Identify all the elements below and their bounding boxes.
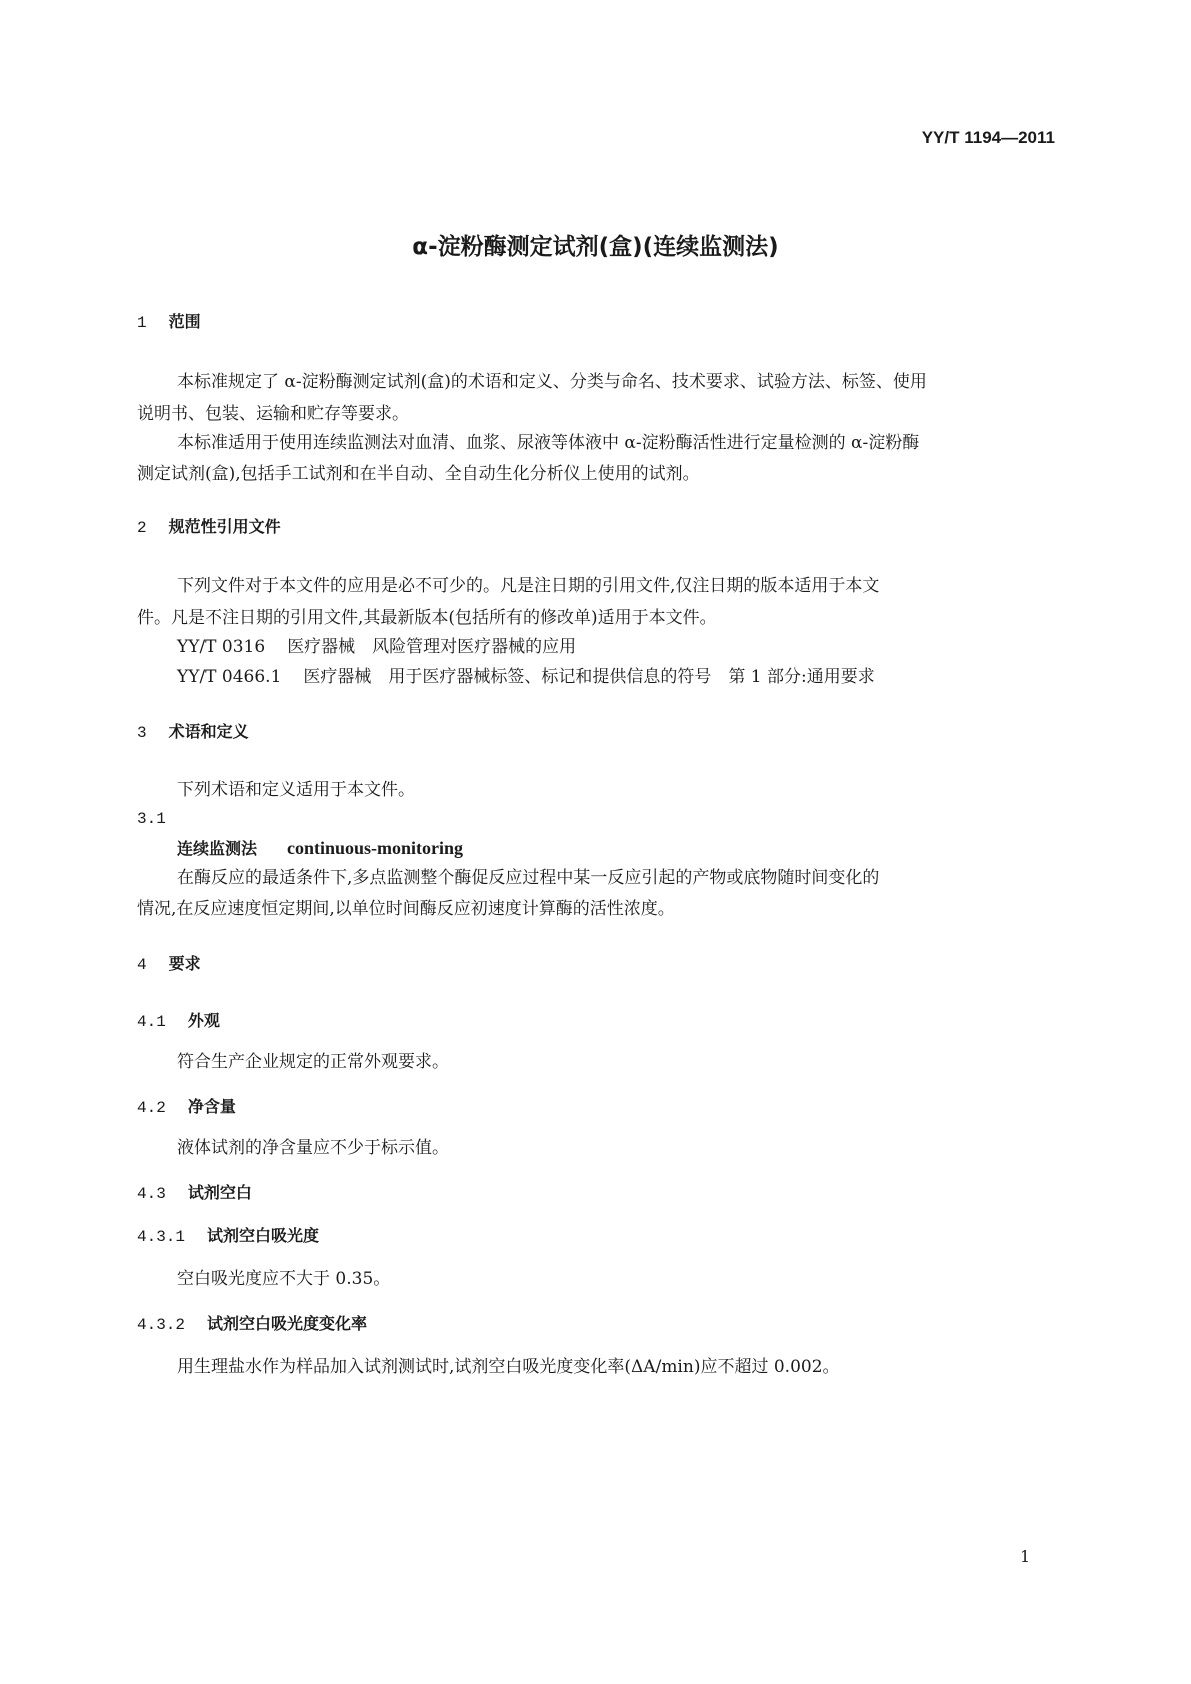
paragraph-line: 符合生产企业规定的正常外观要求。: [177, 1052, 449, 1072]
paragraph-line: 测定试剂(盒),包括手工试剂和在半自动、全自动生化分析仪上使用的试剂。: [137, 464, 700, 484]
section-number: 3: [137, 724, 147, 742]
reference-title: 医疗器械 风险管理对医疗器械的应用: [287, 637, 577, 657]
section-title: 试剂空白吸光度变化率: [207, 1314, 368, 1333]
paragraph-line: 下列术语和定义适用于本文件。: [177, 780, 415, 800]
term-en: continuous-monitoring: [287, 838, 464, 858]
standard-code: YY/T 1194—2011: [921, 128, 1055, 147]
paragraph-line: 说明书、包装、运输和贮存等要求。: [137, 404, 409, 424]
section-number: 4.2: [137, 1099, 166, 1117]
reference-code: YY/T 0466.1: [177, 667, 282, 687]
section-title: 要求: [168, 954, 201, 973]
section-4-heading: [137, 951, 201, 974]
section-title: 外观: [187, 1011, 220, 1030]
section-title: 规范性引用文件: [168, 517, 281, 536]
paragraph-line: 在酶反应的最适条件下,多点监测整个酶促反应过程中某一反应引起的产物或底物随时间变化的: [177, 868, 880, 888]
document-title: α-淀粉酶测定试剂(盒)(连续监测法): [412, 234, 779, 260]
subsection-4-3-heading: [137, 1180, 252, 1203]
section-number: 1: [137, 314, 147, 332]
term-cn: 连续监测法: [177, 839, 258, 858]
section-number: 4.1: [137, 1013, 166, 1031]
section-number: 4: [137, 956, 147, 974]
section-number: 4.3.2: [137, 1316, 186, 1334]
paragraph-line: 空白吸光度应不大于 0.35。: [177, 1269, 391, 1289]
section-number: 4.3.1: [137, 1228, 186, 1246]
subsection-4-1-heading: [137, 1008, 220, 1031]
paragraph-line: 本标准规定了 α-淀粉酶测定试剂(盒)的术语和定义、分类与命名、技术要求、试验方法、标签、使用: [177, 372, 927, 392]
section-number: 3.1: [137, 810, 166, 828]
term-heading: [177, 836, 463, 859]
paragraph-line: 件。凡是不注日期的引用文件,其最新版本(包括所有的修改单)适用于本文件。: [137, 608, 717, 628]
section-title: 净含量: [187, 1097, 236, 1116]
section-title: 试剂空白: [187, 1183, 252, 1202]
reference-title: 医疗器械 用于医疗器械标签、标记和提供信息的符号 第 1 部分:通用要求: [303, 667, 875, 687]
paragraph-line: 液体试剂的净含量应不少于标示值。: [177, 1138, 449, 1158]
section-title: 范围: [168, 312, 201, 331]
section-title: 术语和定义: [168, 722, 249, 741]
reference-item: [177, 632, 576, 657]
section-2-heading: [137, 514, 281, 537]
section-number: 4.3: [137, 1185, 166, 1203]
section-title: 试剂空白吸光度: [207, 1226, 320, 1245]
page-number: 1: [1020, 1547, 1031, 1566]
subsection-4-3-1-heading: [137, 1223, 319, 1246]
section-3-heading: [137, 719, 249, 742]
reference-item: [177, 662, 875, 687]
reference-code: YY/T 0316: [177, 637, 266, 657]
term-number: [137, 808, 166, 828]
paragraph-line: 下列文件对于本文件的应用是必不可少的。凡是注日期的引用文件,仅注日期的版本适用于本文: [177, 576, 880, 596]
paragraph-line: 情况,在反应速度恒定期间,以单位时间酶反应初速度计算酶的活性浓度。: [137, 899, 675, 919]
section-number: 2: [137, 519, 147, 537]
subsection-4-2-heading: [137, 1094, 236, 1117]
paragraph-line: 本标准适用于使用连续监测法对血清、血浆、尿液等体液中 α-淀粉酶活性进行定量检测的 α-淀粉酶: [177, 433, 920, 453]
section-1-heading: [137, 309, 201, 332]
paragraph-line: 用生理盐水作为样品加入试剂测试时,试剂空白吸光度变化率(ΔA/min)应不超过 0.002。: [177, 1357, 840, 1377]
subsection-4-3-2-heading: [137, 1311, 367, 1334]
